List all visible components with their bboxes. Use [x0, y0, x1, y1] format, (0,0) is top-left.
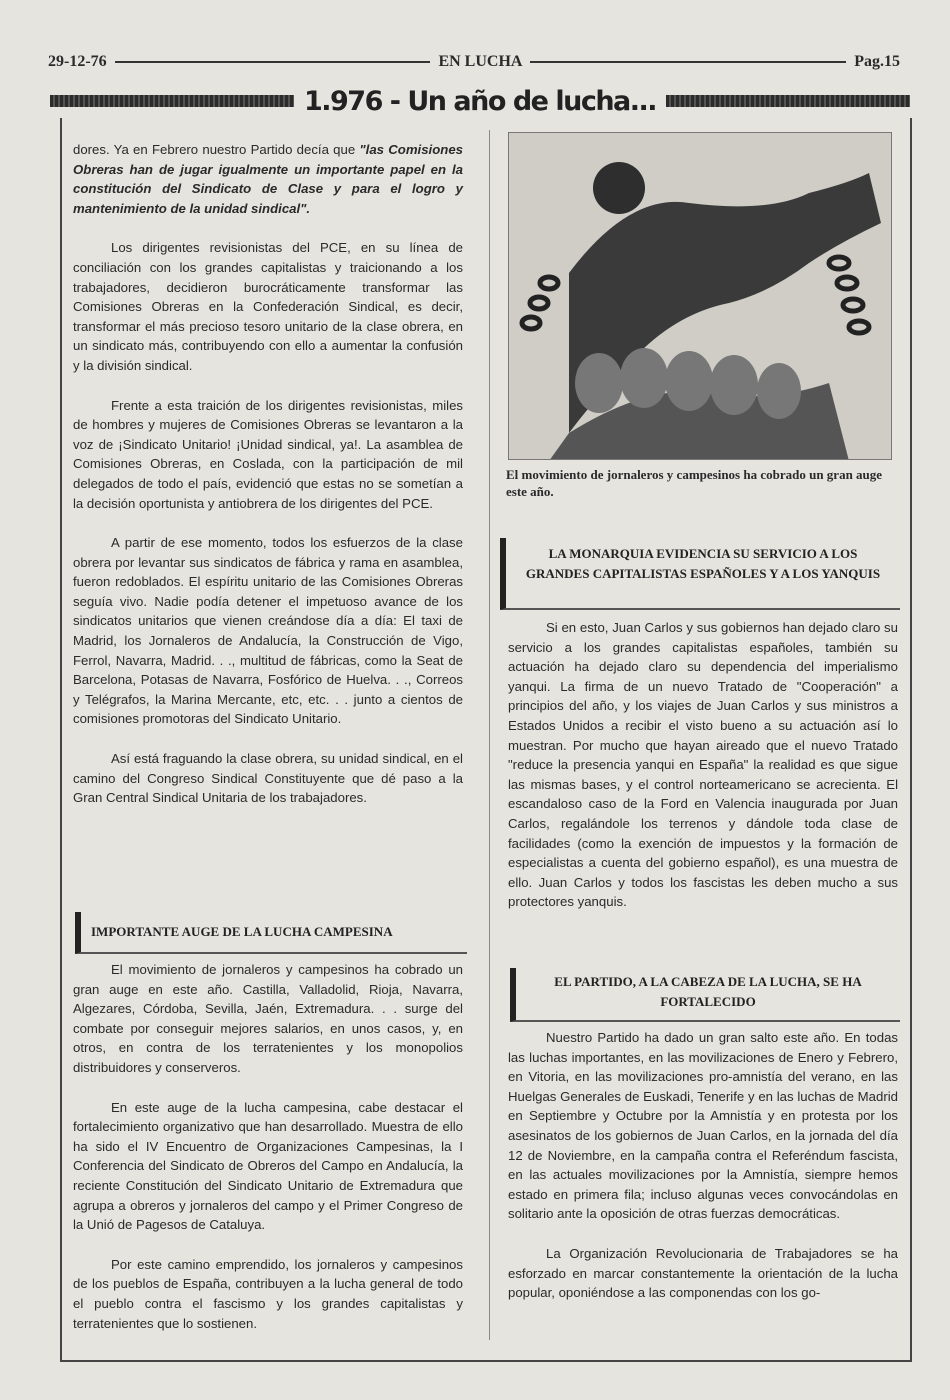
photo-broken-chains [508, 132, 892, 460]
page-header [48, 52, 900, 72]
left-column [73, 140, 463, 828]
paragraph: En este auge de la lucha campesina, cabe destacar el fortalecimiento organizativo que han desarrollado. Muestra de ello ha sido el IV Encuentro de Organizaciones Campesinas, la I Conferencia del Sindicato de Obreros del Campo en Andalucía, la reciente Constitución del Sindicato Unitario de Extremadura que agrupa a obreros y jornaleros del campo y el Primer Congreso de la Unió de Pagesos de Cataluya. [73, 1099, 463, 1233]
paragraph: El movimiento de jornaleros y campesinos ha cobrado un gran auge en este año. Castilla, Valladolid, Rioja, Navarra, Algezares, Córdoba, Sevilla, Jaén, Extremadura. . . surge del combate por conseguir mejores salarios, en unos casos, y, en otros, en contra de los terratenientes y los monopolios distribuidores y conserveros. [73, 962, 463, 1075]
paragraph: Por este camino emprendido, los jornaleros y campesinos de los pueblos de España, contribuyen a la lucha general de todo el pueblo contra el fascismo y los grandes capitalistas y terratenientes que lo sostienen. [73, 1256, 463, 1331]
column-divider [489, 130, 490, 1340]
chains-illustration-icon [509, 133, 892, 460]
paragraph: La Organización Revolucionaria de Trabajadores se ha esforzado en marcar constantemente la orientación de la lucha popular, oponiéndose a las componendas con los go- [508, 1245, 898, 1301]
paragraph: A partir de ese momento, todos los esfuerzos de la clase obrera por levantar sus sindicatos de fábrica y rama en asamblea, fueron redoblados. El espíritu unitario de las Comisiones Obreras seguía vivo. Nadie podía detener el impetuoso avance de los sindicatos unitarios que vienen creándose día a día: El taxi de Madrid, los Jornaleros de Andalucía, la Construcción de Vigo, Ferrol, Navarra, Madrid. . ., multitud de fábricas, como la Seat de Barcelona, Potasas de Navarra, Fosfórico de Huelva. . ., Correos y Telégrafos, la Marina Mercante, etc, etc. . . junto a cientos de comisiones promotoras del Sindicato Unitario. [73, 535, 463, 727]
subheading-monarchy: LA MONARQUIA EVIDENCIA SU SERVICIO A LOS GRANDES CAPITALISTAS ESPAÑOLES Y A LOS YANQUIS [500, 538, 900, 610]
right-column [508, 618, 898, 932]
subheading-party: EL PARTIDO, A LA CABEZA DE LA LUCHA, SE HA FORTALECIDO [510, 968, 900, 1022]
header-publication: EN LUCHA [438, 53, 523, 70]
paragraph [73, 140, 463, 218]
paragraph: Si en esto, Juan Carlos y sus gobiernos han dejado claro su servicio a los grandes capitalistas españoles, también su actuación ha dejado claro su dependencia del imperialismo yanqui. La firma de un nuevo Tratado de "Cooperación" a principios del año, y los viajes de Juan Carlos y sus ministros a Estados Unidos a recibir el visto bueno a su actuación así lo muestran. Por mucho que hayan aireado que el nuevo Tratado "reduce la presencia yanqui en España" la realidad es que sigue las mismas bases, y el control norteamericano se acrecienta. El escandaloso caso de la Ford en Valencia inaugurada por Juan Carlos, regalándole los terrenos y dándole toda clase de facilidades (como la exención de impuestos y la formación de especialistas a cuenta del gobierno español), es una muestra de ello. Juan Carlos y todos los fascistas les deben mucho a sus protectores yanquis. [508, 620, 898, 910]
header-rule-left [115, 61, 431, 63]
paragraph: Así está fraguando la clase obrera, su unidad sindical, en el camino del Congreso Sindical Constituyente que dé paso a la Gran Central Sindical Unitaria de los trabajadores. [73, 751, 463, 806]
quote-text: "las Comisiones Obreras han de jugar igualmente un importante papel en la constitución del Sindicato de Clase y para el logro y mantenimiento de la unidad sindical". [73, 142, 463, 216]
title-band-left [50, 95, 294, 107]
subheading-peasant-struggle: IMPORTANTE AUGE DE LA LUCHA CAMPESINA [75, 912, 467, 954]
paragraph: Los dirigentes revisionistas del PCE, en su línea de conciliación con los grandes capitalistas y traicionando a los trabajadores, decidieron burocráticamente transformar las Comisiones Obreras en la Confederación Sindical, es decir, transformar el más precioso tesoro unitario de la clase obrera, en un sindicato más, contribuyendo con ello a aumentar la confusión y la división sindical. [73, 240, 463, 373]
title-band-right [666, 95, 910, 107]
left-column-lower [73, 960, 463, 1353]
article-title-bar [50, 86, 910, 116]
paragraph: Frente a esta traición de los dirigentes revisionistas, miles de hombres y mujeres de Comisiones Obreras se levantaron a la voz de ¡Sindicato Unitario! ¡Unidad sindical, ya!. La asamblea de Comisiones Obreras, en Coslada, con la participación de mil delegados de todo el país, evidenció que estas no se sometían a la decisión oportunista y antiobrera de los dirigentes del PCE. [73, 397, 463, 511]
header-date: 29-12-76 [48, 53, 107, 70]
header-rule-right [530, 61, 846, 63]
header-page-number: Pag.15 [854, 53, 901, 70]
right-column-lower [508, 1028, 898, 1323]
paragraph-text: dores. Ya en Febrero nuestro Partido decía que [73, 142, 360, 157]
photo-caption: El movimiento de jornaleros y campesinos ha cobrado un gran auge este año. [506, 467, 883, 499]
article-title: 1.976 - Un año de lucha... [303, 85, 657, 117]
paragraph: Nuestro Partido ha dado un gran salto este año. En todas las luchas importantes, en las movilizaciones de Enero y Febrero, en Vitoria, en las movilizaciones pro-amnistía del verano, en las Huelgas Generales de Euskadi, Tenerife y en las luchas de Madrid en Septiembre y Octubre por la Amnistía y en protesta por los asesinatos de los gobiernos de Juan Carlos, en la jornada del día 12 de Noviembre, en la campaña contra el Referéndum fascista, en las actuales movilizaciones por la Amnistía, siempre hemos estado en primera fila; incluso algunas veces convocándolas en solitario ante la oposición de otras fuerzas democráticas. [508, 1030, 898, 1222]
